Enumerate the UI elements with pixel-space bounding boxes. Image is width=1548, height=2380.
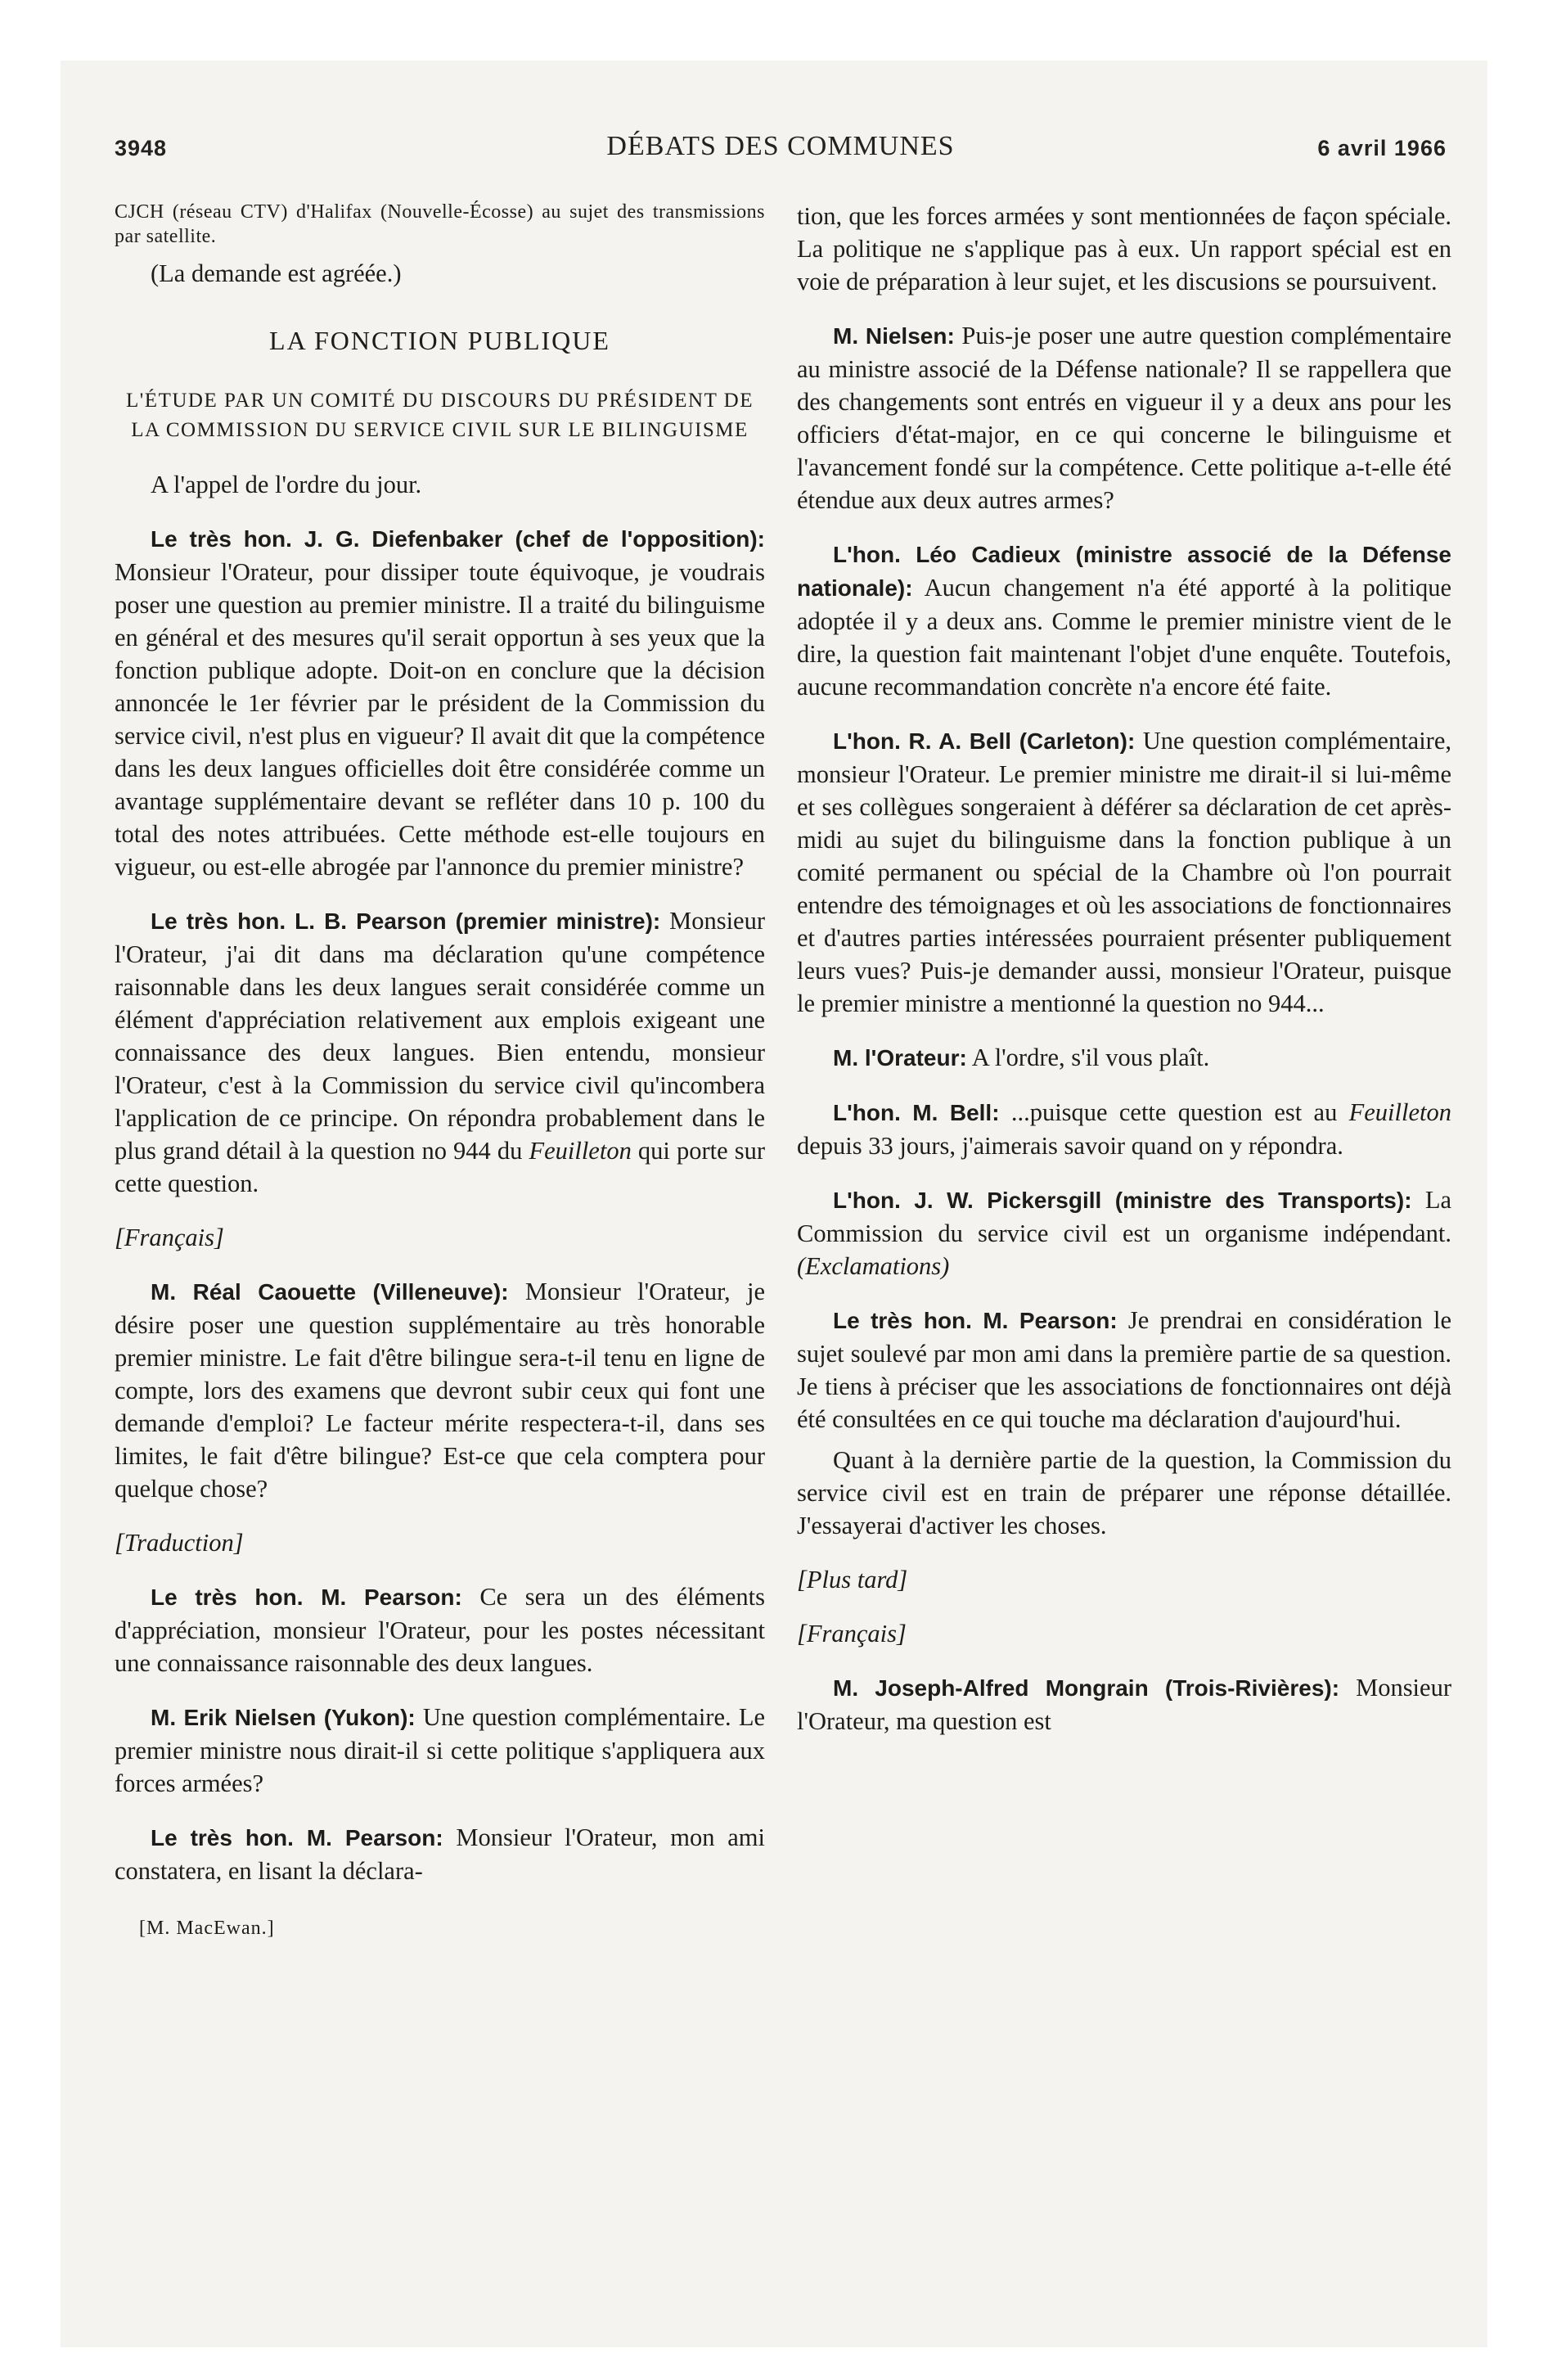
section-title: LA FONCTION PUBLIQUE bbox=[269, 326, 610, 355]
speaker-name: M. Nielsen: bbox=[833, 323, 955, 349]
speech bbox=[115, 904, 765, 1200]
speech-text: Puis-je poser une autre question complémentaire au ministre associé de la Défense nationale? Il se rappellera que des changements sont entrés en vigueur il y a deux ans pour les officiers d'état-major, en ce qui concerne le bilinguisme et l'avancement fondé sur la compétence. Cette politique a-t-elle été étendue aux deux autres armes? bbox=[797, 322, 1451, 514]
footer-note: [M. MacEwan.] bbox=[139, 1918, 275, 1939]
speech-emphasis: Feuilleton bbox=[1348, 1098, 1451, 1126]
speech bbox=[797, 319, 1451, 516]
page-number: 3948 bbox=[115, 136, 168, 160]
speech bbox=[797, 1041, 1451, 1075]
speech bbox=[115, 1821, 765, 1887]
speech-text: A l'ordre, s'il vous plaît. bbox=[966, 1044, 1210, 1071]
speech-text: depuis 33 jours, j'aimerais savoir quand on y répondra. bbox=[797, 1132, 1343, 1160]
speech-text: Ce sera un des éléments d'appréciation, monsieur l'Orateur, pour les postes nécessitant une connaissance raisonnable des deux langues. bbox=[115, 1583, 765, 1677]
speech bbox=[797, 724, 1451, 1020]
paragraph: Quant à la dernière partie de la question, la Commission du service civil est en train de préparer une réponse détaillée. J'essayerai d'activer les choses. bbox=[797, 1446, 1451, 1539]
paragraph: A l'appel de l'ordre du jour. bbox=[151, 471, 422, 498]
right-column bbox=[797, 200, 1451, 1759]
page-date: 6 avril 1966 bbox=[1317, 136, 1447, 160]
speaker-name: L'hon. R. A. Bell (Carleton): bbox=[833, 728, 1136, 754]
speech-text: Monsieur l'Orateur, pour dissiper toute équivoque, je voudrais poser une question au premier ministre. Il a traité du bilinguisme en général et des mesures qu'il serait opportun à ses yeux que la fonction publique adopte. Doit-on en conclure que la décision annoncée le 1er février par le président de la Commission du service civil, n'est plus en vigueur? Il avait dit que la compétence dans les deux langues officielles doit être considérée comme un avantage supplémentaire devant se refléter dans 10 p. 100 du total des notes attribuées. Cette méthode est-elle toujours en vigueur, ou est-elle abrogée par l'annonce du premier ministre? bbox=[115, 558, 765, 881]
speaker-name: Le très hon. M. Pearson: bbox=[833, 1308, 1118, 1333]
speech bbox=[797, 1183, 1451, 1282]
speech-emphasis: Feuilleton bbox=[529, 1137, 632, 1165]
speech-text: Monsieur l'Orateur, j'ai dit dans ma déclaration qu'une compétence raisonnable dans les deux langues serait considérée comme un élément d'appréciation relativement aux emplois exigeant une connaissance des deux langues. Bien entendu, monsieur l'Orateur, c'est à la Commission du service civil qu'incombera l'application de ce principe. On répondra probablement dans le plus grand détail à la question no 944 du bbox=[115, 907, 765, 1165]
speech-text: La Commission du service civil est un organisme indépendant. bbox=[797, 1186, 1451, 1247]
speaker-name: L'hon. J. W. Pickersgill (ministre des Transports): bbox=[833, 1188, 1412, 1213]
speech-text: Une question complémentaire. Le premier ministre nous dirait-il si cette politique s'appliquera aux forces armées? bbox=[115, 1703, 765, 1797]
speech bbox=[115, 1275, 765, 1505]
paragraph: CJCH (réseau CTV) d'Halifax (Nouvelle-Écosse) au sujet des transmissions par satellite. bbox=[115, 201, 765, 247]
speaker-name: M. Réal Caouette (Villeneuve): bbox=[151, 1279, 509, 1305]
speech bbox=[797, 1671, 1451, 1738]
speech bbox=[115, 1701, 765, 1800]
speech-text: Monsieur l'Orateur, ma question est bbox=[797, 1674, 1451, 1735]
speaker-name: L'hon. Léo Cadieux (ministre associé de la Défense nationale): bbox=[797, 542, 1451, 601]
speech bbox=[797, 538, 1451, 703]
running-title: DÉBATS DES COMMUNES bbox=[606, 131, 955, 161]
language-marker: [Traduction] bbox=[115, 1529, 244, 1557]
speaker-name: Le très hon. L. B. Pearson (premier ministre): bbox=[151, 908, 661, 934]
speaker-name: Le très hon. M. Pearson: bbox=[151, 1825, 443, 1850]
speech bbox=[797, 1096, 1451, 1162]
speech-text: Je prendrai en considération le sujet soulevé par mon ami dans la première partie de sa question. Je tiens à préciser que les associations de fonctionnaires ont déjà été consultées en ce qui touche ma déclaration d'aujourd'hui. bbox=[797, 1306, 1451, 1433]
speaker-name: M. Joseph-Alfred Mongrain (Trois-Rivières): bbox=[833, 1675, 1340, 1701]
speaker-name: M. l'Orateur: bbox=[833, 1045, 967, 1071]
speech-text: ...puisque cette question est au bbox=[999, 1098, 1349, 1126]
page-header bbox=[115, 131, 1447, 172]
speech-text: qui porte sur cette question. bbox=[115, 1137, 766, 1197]
paragraph: tion, que les forces armées y sont mentionnées de façon spéciale. La politique ne s'applique pas à eux. Un rapport spécial est en voie de préparation à leur sujet, et les discusions se poursuivent. bbox=[797, 202, 1451, 295]
speech-text: Aucun changement n'a été apporté à la politique adoptée il y a deux ans. Comme le premier ministre vient de le dire, la question fait maintenant l'objet d'une enquête. Toutefois, aucune recommandation concrète n'a encore été faite. bbox=[797, 574, 1451, 701]
speaker-name: Le très hon. J. G. Diefenbaker (chef de l'opposition): bbox=[151, 526, 765, 552]
left-column bbox=[115, 200, 765, 1945]
language-marker: [Français] bbox=[797, 1620, 907, 1648]
speech-text: Monsieur l'Orateur, je désire poser une question supplémentaire au très honorable premier ministre. Le fait d'être bilingue sera-t-il tenu en ligne de compte, lors des examens que devront subir ceux qui font une demande d'emploi? Le facteur mérite respectera-t-il, dans ses limites, le fait d'être bilingue? Est-ce que cela comptera pour quelque chose? bbox=[115, 1278, 765, 1503]
language-marker: [Français] bbox=[115, 1224, 224, 1251]
speech bbox=[115, 522, 765, 883]
speech-text: Une question complémentaire, monsieur l'Orateur. Le premier ministre me dirait-il si lui-même et ses collègues songeraient à déférer sa déclaration de cet après-midi au sujet du bilinguisme dans la fonction publique à un comité permanent ou spécial de la Chambre où l'on pourrait entendre des témoignages et où les associations de fonctionnaires et d'autres parties intéressées pourraient présenter publiquement leurs vues? Puis-je demander aussi, monsieur l'Orateur, puisque le premier ministre a mentionné la question no 944... bbox=[797, 727, 1451, 1017]
time-marker: [Plus tard] bbox=[797, 1566, 908, 1593]
speech-text: Monsieur l'Orateur, mon ami constatera, en lisant la déclara- bbox=[115, 1823, 765, 1885]
paragraph: (La demande est agréée.) bbox=[151, 259, 402, 287]
speaker-name: M. Erik Nielsen (Yukon): bbox=[151, 1705, 416, 1730]
speech-emphasis: (Exclamations) bbox=[797, 1252, 950, 1280]
speaker-name: L'hon. M. Bell: bbox=[833, 1100, 1000, 1125]
speech bbox=[115, 1580, 765, 1679]
speaker-name: Le très hon. M. Pearson: bbox=[151, 1584, 462, 1610]
section-subheading: L'ÉTUDE PAR UN COMITÉ DU DISCOURS DU PRÉSIDENT DE LA COMMISSION DU SERVICE CIVIL SUR LE BILINGUISME bbox=[126, 390, 754, 441]
speech bbox=[797, 1304, 1451, 1436]
